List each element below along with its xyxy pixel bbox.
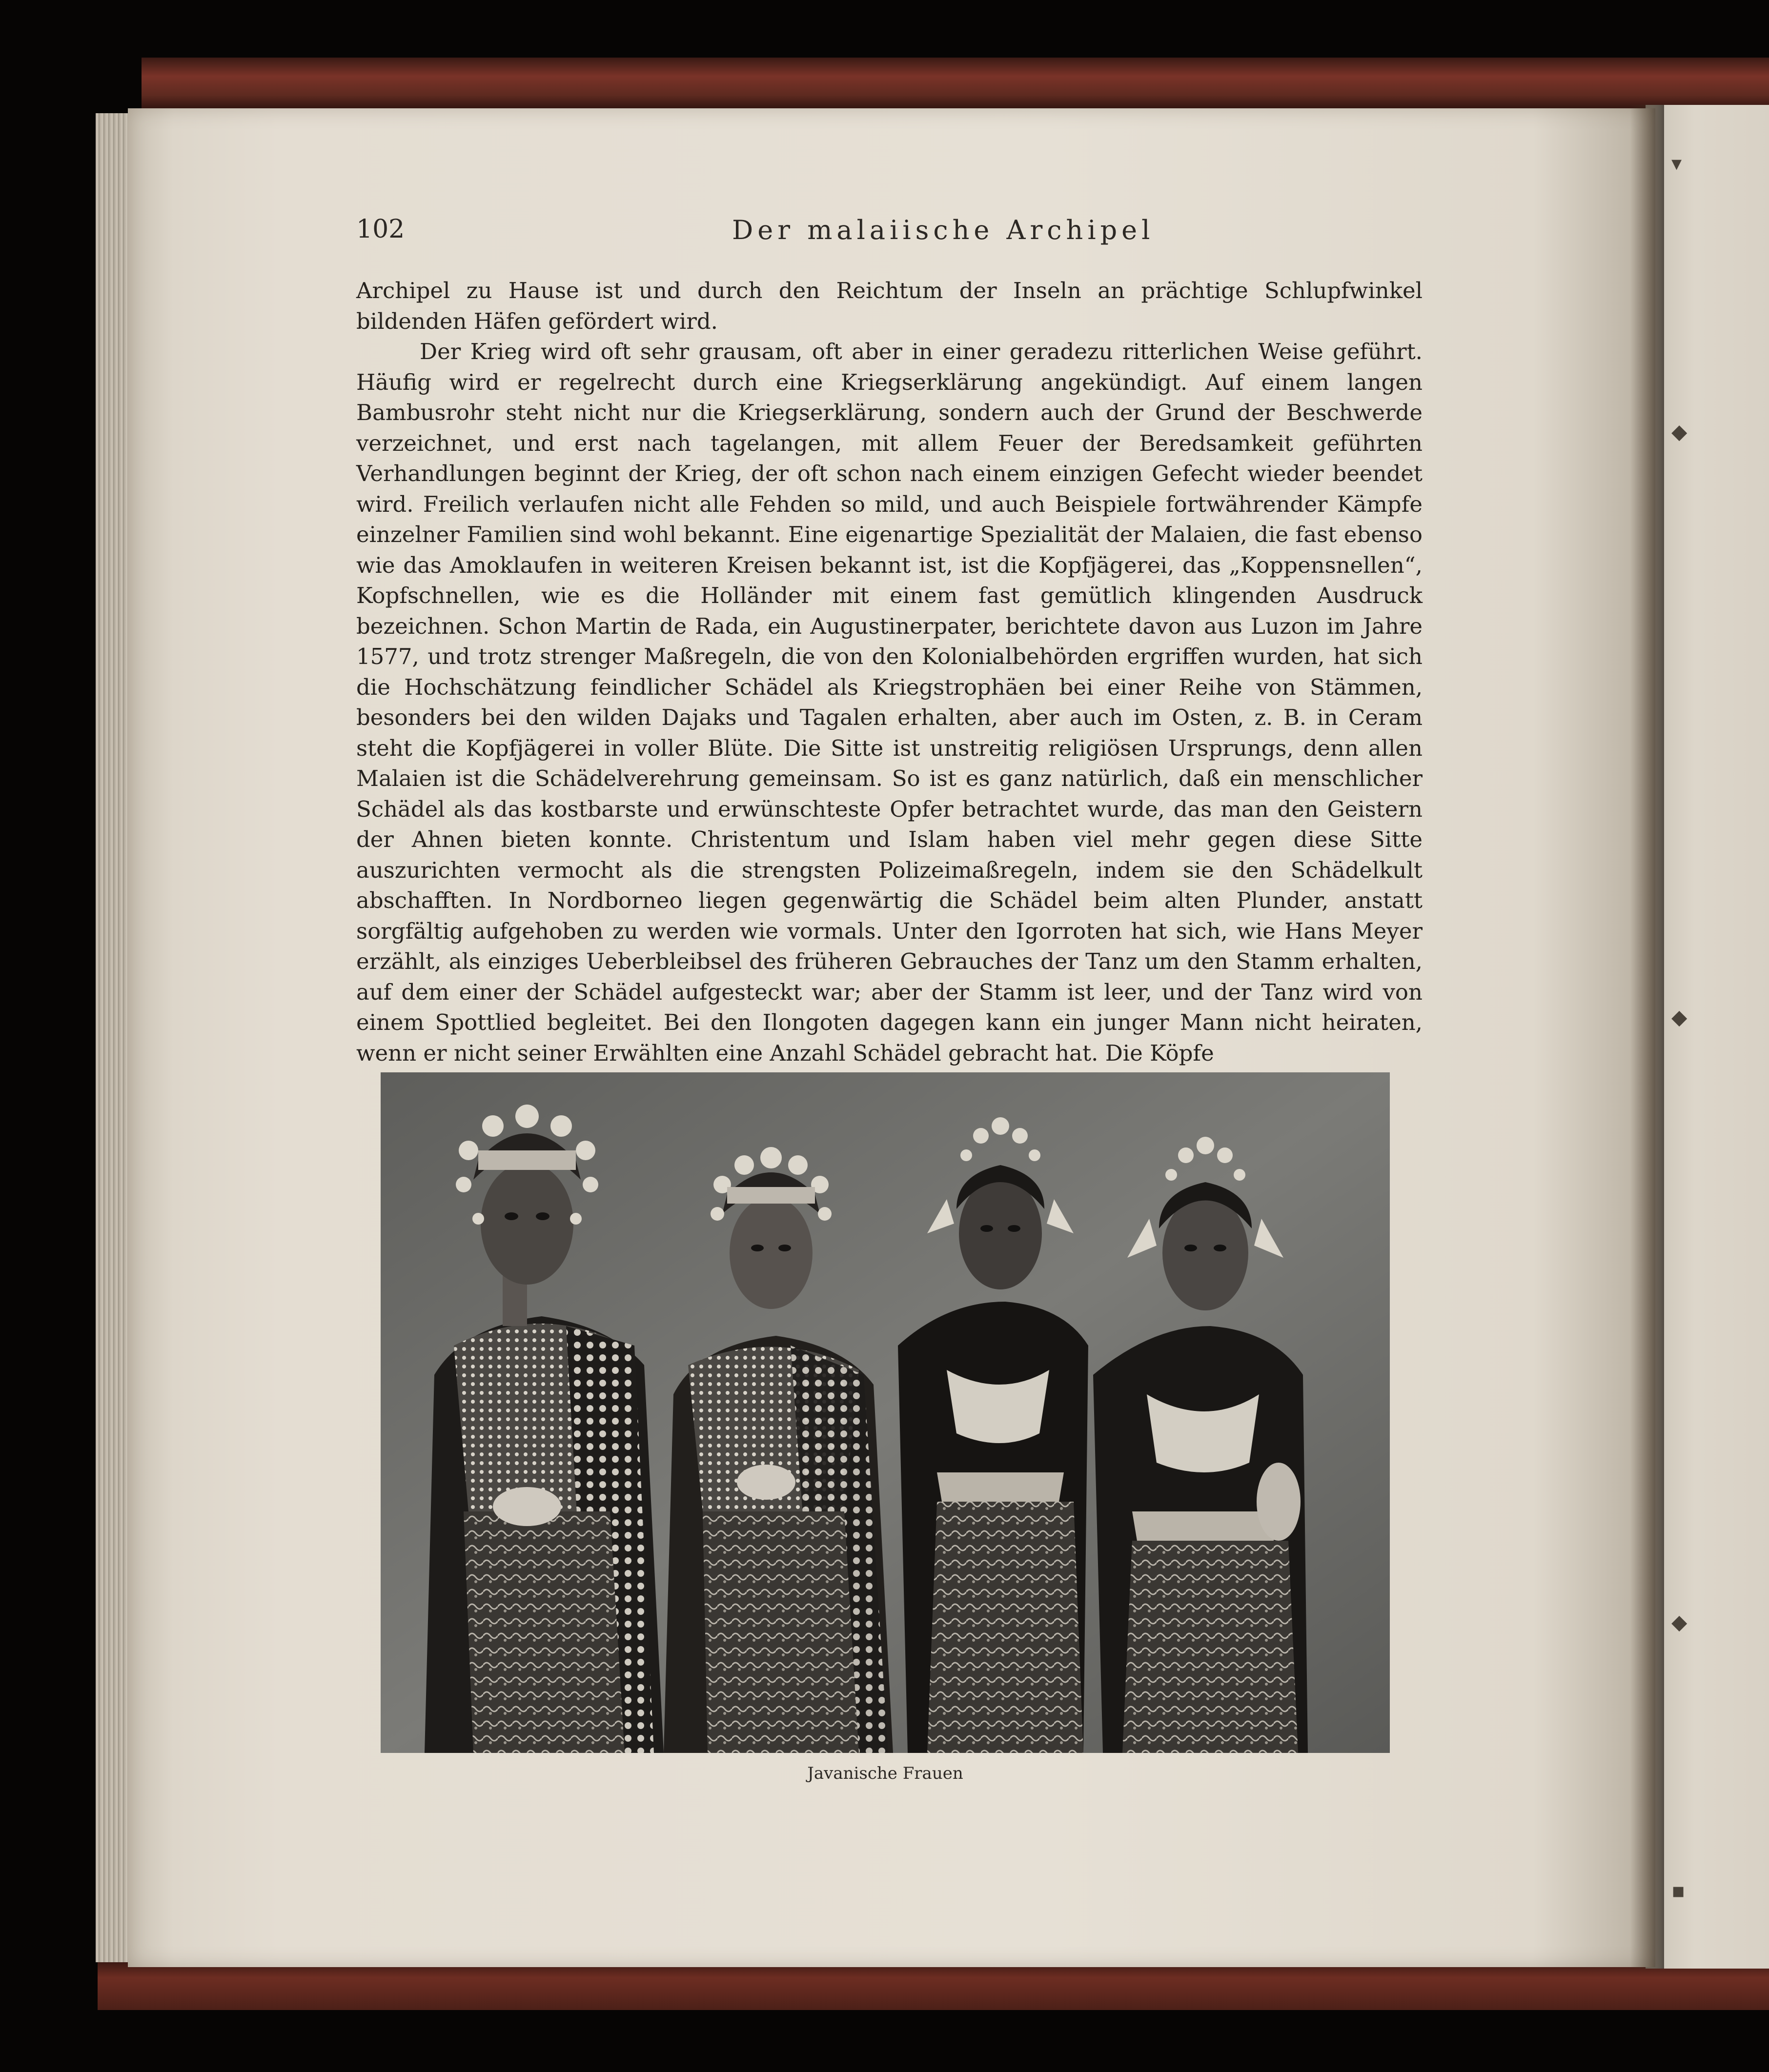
body-text — [356, 276, 1423, 1068]
photo-illustration — [381, 1072, 1390, 1753]
page-gutter-shadow — [1630, 105, 1664, 1969]
photograph-javanese-women — [381, 1072, 1390, 1753]
binding-mark-icon: ◆ — [1671, 420, 1688, 443]
binding-mark-icon: ◆ — [1671, 1005, 1688, 1029]
paragraph: Der Krieg wird oft sehr grausam, oft aber in einer geradezu ritterlichen Weise geführt. Häufig wird er regelrecht durch eine Kriegserklärung angekündigt. Auf einem langen Bambusrohr steht nicht nur die Kriegserklärung, sondern auch der Grund der Beschwerde verzeichnet, und erst nach tagelangen, mit allem Feuer der Beredsamkeit geführten Verhandlungen beginnt der Krieg, der oft schon nach einem einzigen Gefecht wieder beendet wird. Freilich verlaufen nicht alle Fehden so mild, und auch Beispiele fortwährender Kämpfe einzelner Familien sind wohl bekannt. Eine eigenartige Spezialität der Malaien, die fast ebenso wie das Amoklaufen in weiteren Kreisen bekannt ist, ist die Kopfjägerei, das „Koppensnellen“, Kopfschnellen, wie es die Holländer mit einem fast gemütlich klingenden Ausdruck bezeichnen. Schon Martin de Rada, ein Augustinerpater, berichtete davon aus Luzon im Jahre 1577, und trotz strenger Maßregeln, die von den Kolonialbehörden ergriffen wurden, hat sich die Hochschätzung feindlicher Schädel als Kriegstrophäen bei einer Reihe von Stämmen, besonders bei den wilden Dajaks und Tagalen erhalten, aber auch im Osten, z. B. in Ceram steht die Kopfjägerei in voller Blüte. Die Sitte ist unstreitig religiösen Ursprungs, denn allen Malaien ist die Schädelverehrung gemeinsam. So ist es ganz natürlich, daß ein menschlicher Schädel als das kostbarste und erwünschteste Opfer betrachtet wurde, das man den Geistern der Ahnen bieten konnte. Christentum und Islam haben viel mehr gegen diese Sitte auszurichten vermocht als die strengsten Polizeimaßregeln, indem sie den Schädelkult abschafften. In Nordborneo liegen gegenwärtig die Schädel beim alten Plunder, anstatt sorgfältig aufgehoben zu werden wie vormals. Unter den Igorroten hat sich, wie Hans Meyer erzählt, als einziges Ueberbleibsel des früheren Gebrauches der Tanz um den Stamm erhalten, auf dem einer der Schädel aufgesteckt war; aber der Stamm ist leer, und der Tanz wird von einem Spottlied begleitet. Bei den Ilongoten dagegen kann ein junger Mann nicht heiraten, wenn er nicht seiner Erwählten eine Anzahl Schädel gebracht hat. Die Köpfe — [356, 339, 1423, 1066]
page-number: 102 — [356, 215, 405, 244]
binding-mark-icon: ▾ — [1671, 151, 1682, 175]
binding-mark-icon: ▪ — [1671, 1878, 1686, 1902]
binding-mark-icon: ◆ — [1671, 1610, 1688, 1634]
book-cover-top-edge — [142, 58, 1769, 111]
paragraph: Archipel zu Hause ist und durch den Reichtum der Inseln an prächtige Schlupfwinkel bildenden Häfen gefördert wird. — [356, 278, 1423, 334]
running-title: Der malaiische Archipel — [732, 215, 1155, 245]
figure-caption: Javanische Frauen — [807, 1764, 963, 1783]
